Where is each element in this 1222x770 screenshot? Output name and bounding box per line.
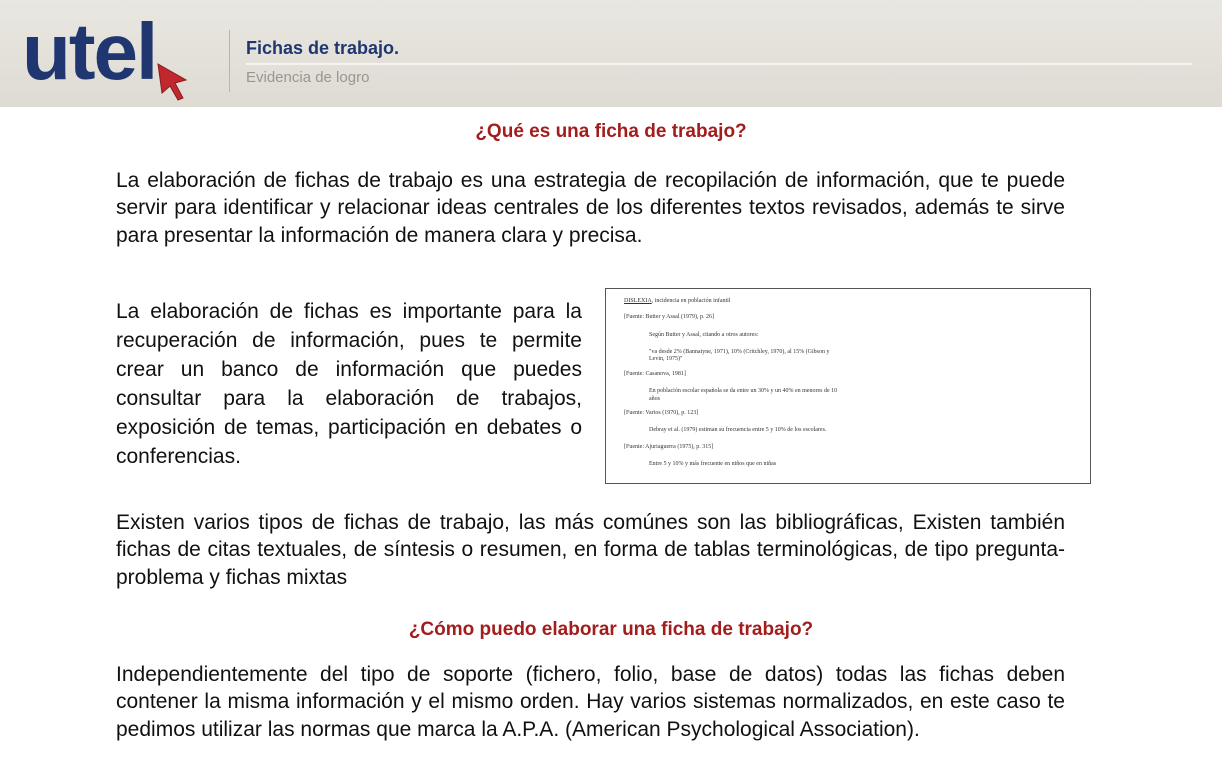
paragraph-importance: La elaboración de fichas es importante para la recuperación de información, pues te permite crear un banco de información que puedes consultar para la elaboración de trabajos, exposición de temas, participación en debates o conferencias.: [116, 300, 582, 468]
card-line: Levin, 1975)": [649, 356, 683, 362]
utel-logo: [18, 7, 193, 103]
section-heading-what-is: ¿Qué es una ficha de trabajo?: [475, 121, 747, 142]
card-line: [Fuente: Casanova, 1981]: [624, 371, 686, 377]
card-line: [Fuente: Ajuriaguerra (1975), p. 315]: [624, 444, 714, 450]
card-title: [624, 298, 730, 304]
paragraph-apa: Independientemente del tipo de soporte (fichero, folio, base de datos) todas las fichas deben contener la misma información y el mismo orden. Hay varios sistemas normalizados, en este caso te pedimos utilizar las normas que marca la A.P.A. (American Psychological Association).: [116, 663, 1065, 741]
card-line: En población escolar española se da entre un 30% y un 40% en menores de 10: [649, 388, 838, 394]
card-title-topic: DISLEXIA: [624, 298, 652, 304]
card-line: [Fuente: Butter y Assal (1979), p. 26]: [624, 314, 714, 320]
page-header: [0, 0, 1222, 107]
card-title-rest: , incidencia en población infantil: [651, 298, 731, 304]
example-card-image: [605, 288, 1091, 484]
card-line: años: [649, 396, 660, 402]
logo-wordmark: utel: [22, 7, 157, 96]
card-line: Entre 5 y 10% y más frecuente en niños que en niñas: [649, 461, 777, 467]
header-divider: [229, 30, 230, 92]
paragraph-intro: La elaboración de fichas de trabajo es una estrategia de recopilación de información, que te puede servir para identificar y relacionar ideas centrales de los diferentes textos revisados, además te sirve para presentar la información de manera clara y precisa.: [116, 169, 1065, 247]
document-title: Fichas de trabajo.: [246, 38, 400, 58]
card-line: Debray et al. (1979) estiman su frecuencia entre 5 y 10% de los escolares.: [649, 427, 827, 433]
cursor-arrow-icon: [156, 62, 190, 102]
card-line: [Fuente: Varios (1970), p. 123]: [624, 410, 699, 416]
header-rule: [246, 63, 1192, 65]
paragraph-types: Existen varios tipos de fichas de trabajo, las más comúnes son las bibliográficas, Existen también fichas de citas textuales, de síntesis o resumen, en forma de tablas terminológicas, de tipo pregunta-problema y fichas mixtas: [116, 511, 1065, 589]
card-line: "va desde 2% (Bannatyne, 1971), 10% (Critchley, 1970), al 15% (Gibson y: [649, 349, 830, 355]
section-heading-how-to: ¿Cómo puedo elaborar una ficha de trabajo?: [408, 619, 814, 640]
card-line: Según Butter y Assal, citando a otros autores:: [649, 332, 759, 338]
document-subtitle: Evidencia de logro: [246, 69, 370, 86]
